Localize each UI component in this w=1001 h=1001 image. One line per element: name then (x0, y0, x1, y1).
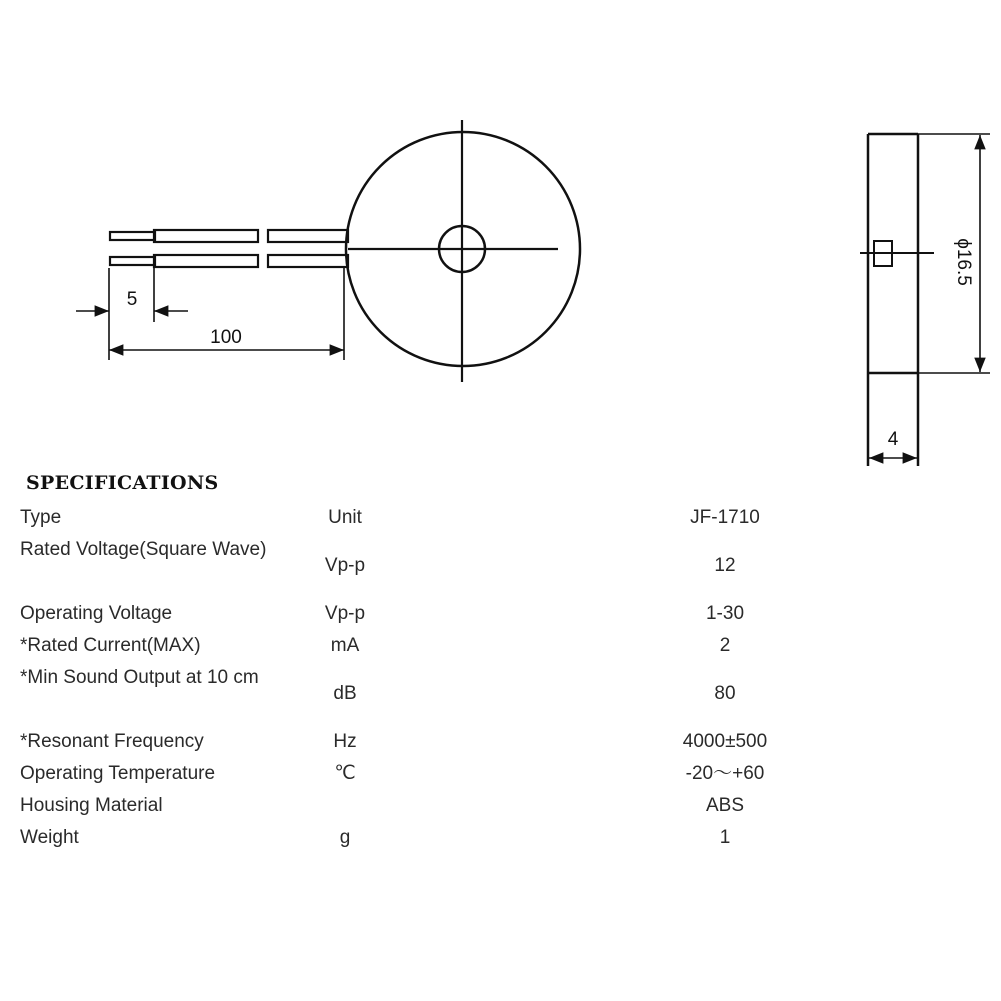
spec-name: Operating Temperature (20, 763, 216, 784)
lead-wire-top-stripped (110, 232, 155, 240)
spec-value: -20～+60 (685, 763, 765, 784)
specifications-title: SPECIFICATIONS (26, 472, 219, 494)
lead-wires (110, 230, 348, 267)
lead-wire-top-end (268, 230, 348, 242)
spec-name: *Resonant Frequency (20, 731, 204, 752)
spec-value: 2 (719, 635, 731, 656)
lead-wire-bottom-stripped (110, 257, 155, 265)
spec-unit: ℃ (334, 763, 356, 784)
spec-unit: Unit (328, 507, 362, 528)
spec-name: Weight (20, 827, 79, 848)
spec-unit: g (339, 827, 351, 848)
spec-name: Type (20, 507, 62, 528)
dim-thickness-label: 4 (887, 429, 899, 450)
spec-unit: mA (330, 635, 360, 656)
spec-value: ABS (705, 795, 745, 816)
spec-name: Rated Voltage(Square Wave) (20, 539, 267, 560)
spec-name: Operating Voltage (20, 603, 173, 624)
spec-value: 1-30 (705, 603, 745, 624)
lead-wire-top-insulated (154, 230, 258, 242)
spec-unit: Vp-p (324, 555, 366, 576)
spec-value: JF-1710 (690, 507, 760, 528)
dim-lead-length-label: 100 (210, 327, 242, 348)
spec-name: *Min Sound Output at 10 cm (20, 667, 259, 688)
dim-lead-strip-label: 5 (126, 289, 138, 310)
front-view (346, 120, 580, 382)
spec-unit: Vp-p (324, 603, 366, 624)
spec-value: 12 (714, 555, 736, 576)
lead-wire-bottom-end (268, 255, 348, 267)
spec-value: 1 (719, 827, 731, 848)
side-view (860, 134, 934, 466)
dimension-lead-strip (76, 268, 188, 360)
spec-name: *Rated Current(MAX) (20, 635, 201, 656)
spec-unit: Hz (333, 731, 357, 752)
spec-value: 4000±500 (682, 731, 768, 752)
spec-name: Housing Material (20, 795, 163, 816)
spec-value: 80 (714, 683, 736, 704)
technical-drawing (0, 0, 1001, 470)
dim-diameter-label: ϕ16.5 (953, 238, 974, 286)
lead-wire-bottom-insulated (154, 255, 258, 267)
spec-unit: dB (333, 683, 357, 704)
